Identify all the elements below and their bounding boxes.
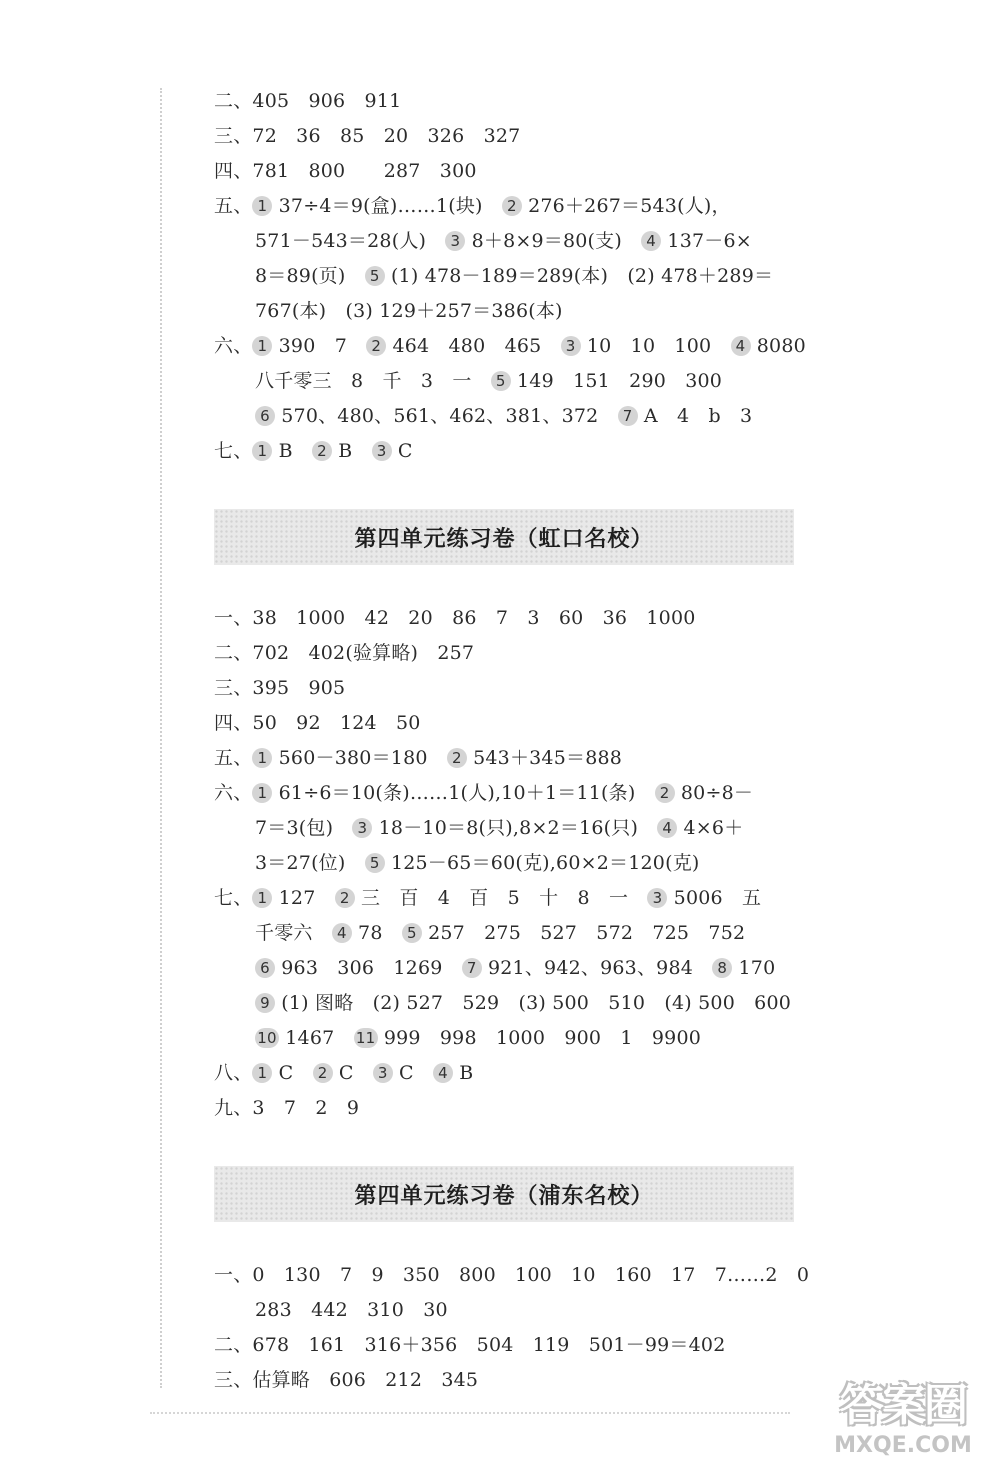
answer-text: 921、942、963、984: [481, 957, 713, 979]
answer-line: [214, 119, 794, 154]
answer-text: 61÷6＝10(条)……1(人),10＋1＝11(条): [272, 782, 655, 804]
answer-line: [214, 224, 794, 259]
question-number-badge: 9: [255, 993, 275, 1013]
answer-text: 三、估算略 606 212 345: [214, 1369, 479, 1391]
answer-line: [214, 189, 794, 224]
question-number-badge: 2: [655, 783, 675, 803]
answer-text: C: [272, 1062, 313, 1084]
answer-text: 127: [272, 887, 335, 909]
margin-dotted-line: [160, 88, 162, 1388]
answer-line: [214, 811, 794, 846]
section2-title: 第四单元练习卷（虹口名校）: [354, 526, 654, 552]
answer-line: [214, 1056, 794, 1091]
answer-text: 464 480 465: [386, 335, 561, 357]
answer-line: [214, 671, 794, 706]
answer-line: [214, 1293, 794, 1328]
answer-text: 九、3 7 2 9: [214, 1097, 360, 1119]
answer-text: 80÷8－: [674, 782, 754, 804]
question-number-badge: 3: [445, 231, 465, 251]
answer-text: 千零六: [255, 922, 332, 944]
question-number-badge: 2: [502, 196, 522, 216]
answer-text: 571－543＝28(人): [255, 230, 446, 252]
answer-line: [214, 1328, 794, 1363]
question-number-badge: 10: [255, 1028, 279, 1048]
question-number-badge: 6: [255, 958, 275, 978]
answer-text: B: [272, 440, 313, 462]
answer-text: 3＝27(位): [255, 852, 365, 874]
question-number-badge: 5: [402, 923, 422, 943]
answer-line: [214, 1021, 794, 1056]
answer-text: 767(本) (3) 129＋257＝386(本): [255, 300, 563, 322]
answer-text: 八、: [214, 1062, 253, 1084]
answer-text: 六、: [214, 335, 253, 357]
answer-text: 137－6×: [661, 230, 752, 252]
answer-text: 37÷4＝9(盒)……1(块): [272, 195, 502, 217]
section3-title-banner: [214, 1166, 794, 1222]
answer-text: 8080: [750, 335, 806, 357]
answer-text: 543＋345＝888: [466, 747, 623, 769]
answer-text: 283 442 310 30: [255, 1299, 448, 1321]
question-number-badge: 1: [252, 1063, 272, 1083]
answer-line: [214, 601, 794, 636]
answer-line: [214, 951, 794, 986]
answer-text: A 4 b 3: [637, 405, 753, 427]
question-number-badge: 2: [313, 1063, 333, 1083]
answer-text: 二、405 906 911: [214, 90, 402, 112]
question-number-badge: 7: [618, 406, 638, 426]
question-number-badge: 3: [352, 818, 372, 838]
question-number-badge: 5: [491, 371, 511, 391]
answer-text: 10 10 100: [580, 335, 731, 357]
answer-text: 7＝3(包): [255, 817, 353, 839]
question-number-badge: 2: [447, 748, 467, 768]
question-number-badge: 4: [332, 923, 352, 943]
answer-text: C: [391, 440, 413, 462]
question-number-badge: 4: [641, 231, 661, 251]
question-number-badge: 1: [252, 748, 272, 768]
answer-text: 三、395 905: [214, 677, 346, 699]
answer-text: 八千零三 8 千 3 一: [255, 370, 491, 392]
answer-text: 18－10＝8(只),8×2＝16(只): [372, 817, 658, 839]
answer-text: 二、678 161 316＋356 504 119 501－99＝402: [214, 1334, 726, 1356]
answer-text: 三 百 4 百 5 十 8 一: [354, 887, 648, 909]
answer-text: 1467: [279, 1027, 354, 1049]
answer-text: 170: [732, 957, 776, 979]
answer-line: [214, 329, 806, 364]
question-number-badge: 4: [657, 818, 677, 838]
answer-line: [214, 399, 794, 434]
answer-text: 七、: [214, 887, 253, 909]
footer-dotted-line: [150, 1412, 790, 1414]
answer-line: [214, 1258, 810, 1293]
answer-line: [214, 741, 794, 776]
answer-text: 125－65＝60(克),60×2＝120(克): [384, 852, 700, 874]
answer-text: 8＝89(页): [255, 265, 365, 287]
answer-line: [214, 846, 794, 881]
answer-line: [214, 986, 794, 1021]
answer-text: 4×6＋: [677, 817, 744, 839]
answer-line: [214, 84, 794, 119]
answer-text: C: [332, 1062, 373, 1084]
question-number-badge: 1: [252, 888, 272, 908]
watermark-logo: [808, 1380, 998, 1470]
question-number-badge: 11: [354, 1028, 378, 1048]
question-number-badge: 1: [252, 196, 272, 216]
answer-text: 四、781 800 287 300: [214, 160, 477, 182]
question-number-badge: 2: [366, 336, 386, 356]
section1-answers: [214, 84, 806, 469]
answer-line: [214, 916, 794, 951]
question-number-badge: 2: [312, 441, 332, 461]
answer-text: 一、38 1000 42 20 86 7 3 60 36 1000: [214, 607, 696, 629]
question-number-badge: 3: [561, 336, 581, 356]
answer-text: 四、50 92 124 50: [214, 712, 421, 734]
answer-text: (1) 478－189＝289(本) (2) 478＋289＝: [384, 265, 774, 287]
question-number-badge: 8: [712, 958, 732, 978]
answer-line: [214, 259, 794, 294]
answer-text: 六、: [214, 782, 253, 804]
answer-line: [214, 364, 794, 399]
watermark-main-text: 答案圈: [840, 1380, 966, 1431]
section3-answers: [214, 1258, 810, 1398]
answer-text: 一、0 130 7 9 350 800 100 10 160 17 7……2 0: [214, 1264, 810, 1286]
answer-text: 390 7: [272, 335, 367, 357]
answer-line: [214, 881, 794, 916]
answer-text: 257 275 527 572 725 752: [421, 922, 746, 944]
question-number-badge: 3: [372, 441, 392, 461]
answer-text: 五、: [214, 747, 253, 769]
question-number-badge: 5: [365, 266, 385, 286]
answer-text: 149 151 290 300: [510, 370, 723, 392]
question-number-badge: 3: [647, 888, 667, 908]
answer-page: [214, 84, 810, 1398]
answer-text: 570、480、561、462、381、372: [275, 405, 618, 427]
answer-text: B: [452, 1062, 474, 1084]
question-number-badge: 5: [365, 853, 385, 873]
answer-line: [214, 294, 794, 329]
answer-text: 二、702 402(验算略) 257: [214, 642, 475, 664]
question-number-badge: 2: [335, 888, 355, 908]
answer-line: [214, 776, 794, 811]
question-number-badge: 6: [255, 406, 275, 426]
answer-text: 560－380＝180: [272, 747, 447, 769]
answer-text: 78: [351, 922, 402, 944]
question-number-badge: 1: [252, 783, 272, 803]
answer-line: [214, 1091, 794, 1126]
answer-text: 8＋8×9＝80(支): [465, 230, 642, 252]
answer-line: [214, 434, 794, 469]
answer-line: [214, 706, 794, 741]
watermark-site-text: MXQE.COM: [834, 1433, 972, 1458]
answer-text: 七、: [214, 440, 253, 462]
answer-line: [214, 636, 794, 671]
section2-title-banner: [214, 509, 794, 565]
section3-title: 第四单元练习卷（浦东名校）: [354, 1183, 654, 1209]
answer-text: 999 998 1000 900 1 9900: [377, 1027, 702, 1049]
question-number-badge: 4: [731, 336, 751, 356]
question-number-badge: 4: [433, 1063, 453, 1083]
answer-text: 五、: [214, 195, 253, 217]
question-number-badge: 1: [252, 336, 272, 356]
question-number-badge: 1: [252, 441, 272, 461]
section2-answers: [214, 601, 794, 1126]
answer-text: C: [392, 1062, 433, 1084]
answer-line: [214, 154, 794, 189]
question-number-badge: 7: [462, 958, 482, 978]
answer-text: 963 306 1269: [275, 957, 462, 979]
answer-text: B: [332, 440, 372, 462]
answer-text: 三、72 36 85 20 326 327: [214, 125, 521, 147]
answer-text: 5006 五: [667, 887, 762, 909]
question-number-badge: 3: [373, 1063, 393, 1083]
answer-line: [214, 1363, 794, 1398]
answer-text: 276＋267＝543(人)，: [521, 195, 731, 217]
answer-text: (1) 图略 (2) 527 529 (3) 500 510 (4) 500 600: [275, 992, 792, 1014]
